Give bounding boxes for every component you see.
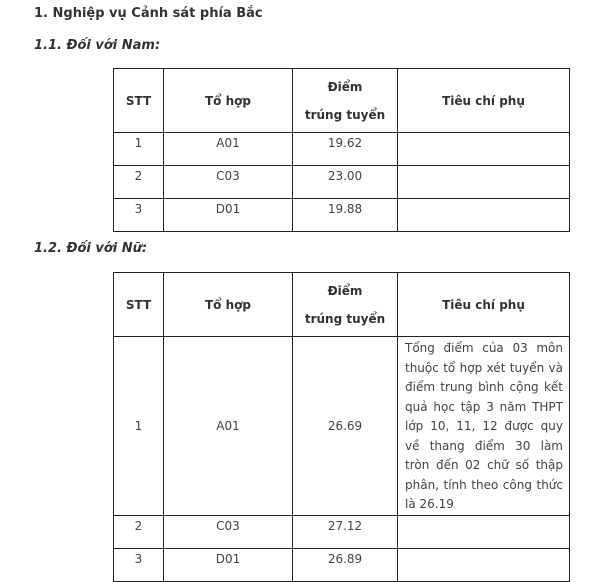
- cell-tieu-chi: [398, 199, 570, 232]
- header-stt: STT: [114, 273, 164, 337]
- table-row: [114, 337, 570, 516]
- header-diem-line2: trúng tuyển: [304, 311, 386, 326]
- section-title-female: 1.2. Đối với Nữ:: [34, 241, 148, 256]
- cell-stt: 1: [114, 337, 164, 516]
- header-tieu-chi: Tiêu chí phụ: [398, 273, 570, 337]
- header-diem-line1: Điểm: [327, 283, 363, 298]
- cell-diem: 19.88: [293, 199, 398, 232]
- cell-diem: 23.00: [293, 166, 398, 199]
- cell-stt: 3: [114, 199, 164, 232]
- cell-stt: 1: [114, 133, 164, 166]
- cell-to-hop: C03: [164, 166, 293, 199]
- table-header-row: [114, 69, 570, 133]
- section-title-male: 1.1. Đối với Nam:: [34, 38, 161, 53]
- cell-tieu-chi: [398, 548, 570, 581]
- table-row: [114, 166, 570, 199]
- header-tieu-chi: Tiêu chí phụ: [398, 69, 570, 133]
- header-diem-line1: Điểm: [327, 79, 363, 94]
- male-score-table: [113, 68, 570, 232]
- table-header-row: [114, 273, 570, 337]
- table-row: [114, 515, 570, 548]
- cell-to-hop: A01: [164, 337, 293, 516]
- table-row: [114, 133, 570, 166]
- cell-tieu-chi: [398, 133, 570, 166]
- female-score-table: [113, 272, 570, 582]
- cell-to-hop: D01: [164, 199, 293, 232]
- header-stt: STT: [114, 69, 164, 133]
- cell-diem: 26.89: [293, 548, 398, 581]
- cell-stt: 2: [114, 166, 164, 199]
- header-to-hop: Tổ hợp: [164, 69, 293, 133]
- header-diem: [293, 69, 398, 133]
- cell-stt: 3: [114, 548, 164, 581]
- cell-tieu-chi: [398, 166, 570, 199]
- cell-diem: 26.69: [293, 337, 398, 516]
- table-row: [114, 548, 570, 581]
- cell-stt: 2: [114, 515, 164, 548]
- cell-diem: 27.12: [293, 515, 398, 548]
- table-row: [114, 199, 570, 232]
- header-diem-line2: trúng tuyển: [304, 107, 386, 122]
- page-heading: 1. Nghiệp vụ Cảnh sát phía Bắc: [34, 6, 263, 21]
- cell-to-hop: C03: [164, 515, 293, 548]
- cell-to-hop: A01: [164, 133, 293, 166]
- header-diem: [293, 273, 398, 337]
- cell-diem: 19.62: [293, 133, 398, 166]
- header-to-hop: Tổ hợp: [164, 273, 293, 337]
- cell-tieu-chi: Tổng điểm của 03 môn thuộc tổ hợp xét tuyển và điểm trung bình cộng kết quả học tập 3 năm THPT lớp 10, 11, 12 được quy về thang điểm 30 làm tròn đến 02 chữ số thập phân, tính theo công thức là 26.19: [398, 337, 570, 516]
- cell-to-hop: D01: [164, 548, 293, 581]
- cell-tieu-chi: [398, 515, 570, 548]
